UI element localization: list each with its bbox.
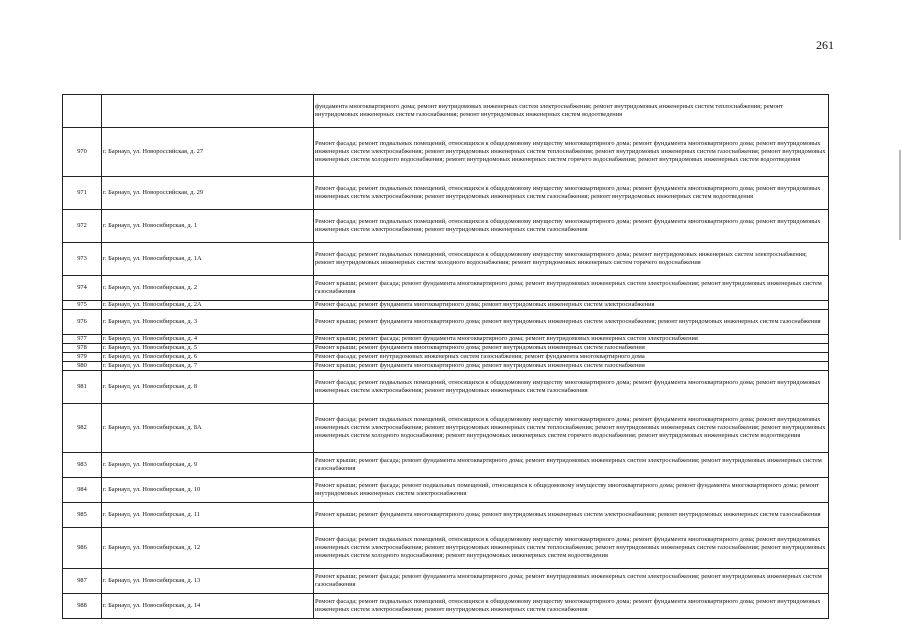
table-row	[63, 503, 829, 528]
row-works: Ремонт фасада; ремонт подвальных помещений, относящихся к общедомовому имуществу многоквартирного дома; ремонт фундамента многоквартирного дома; ремонт внутридомовых инженерных систем электроснабжения; ремонт внутридомовых инженерных систем теплоснабжения; ремонт внутридомовых инженерных систем газоснабжения; ремонт внутридомовых инженерных систем холодного водоснабжения; ремонт внутридомовых инженерных систем горячего водоснабжения; ремонт внутридомовых инженерных систем водоотведения	[314, 128, 829, 177]
row-address: г. Барнаул, ул. Новосибирская, д. 6	[102, 353, 314, 362]
row-address: г. Барнаул, ул. Новосибирская, д. 1	[102, 210, 314, 243]
row-number: 988	[63, 594, 102, 619]
table-row	[63, 404, 829, 453]
row-works: Ремонт фасада; ремонт подвальных помещений, относящихся к общедомовому имуществу многоквартирного дома; ремонт фундамента многоквартирного дома; ремонт внутридомовых инженерных систем электроснабжения; ремонт внутридомовых инженерных систем газоснабжения	[314, 371, 829, 404]
table-row	[63, 362, 829, 371]
row-address: г. Барнаул, ул. Новосибирская, д. 7	[102, 362, 314, 371]
row-works: Ремонт фасада; ремонт подвальных помещений, относящихся к общедомовому имуществу многоквартирного дома; ремонт внутридомовых инженерных систем электроснабжения; ремонт внутридомовых инженерных систем холодного водоснабжения; ремонт внутридомовых инженерных систем горячего водоснабжения	[314, 243, 829, 276]
row-address: г. Барнаул, ул. Новосибирская, д. 1А	[102, 243, 314, 276]
row-number: 977	[63, 335, 102, 344]
row-address: г. Барнаул, ул. Новосибирская, д. 2	[102, 276, 314, 301]
row-number: 986	[63, 528, 102, 569]
table-row	[63, 276, 829, 301]
row-number: 975	[63, 301, 102, 310]
table-row	[63, 335, 829, 344]
row-number: 974	[63, 276, 102, 301]
registry-table-body	[63, 95, 829, 619]
row-number: 973	[63, 243, 102, 276]
row-works: Ремонт крыши; ремонт фундамента многоквартирного дома; ремонт внутридомовых инженерных систем газоснабжения	[314, 344, 829, 353]
row-address	[102, 95, 314, 128]
row-number: 983	[63, 453, 102, 478]
row-address: г. Барнаул, ул. Новосибирская, д. 8А	[102, 404, 314, 453]
table-row	[63, 528, 829, 569]
table-row	[63, 353, 829, 362]
row-number: 985	[63, 503, 102, 528]
row-number	[63, 95, 102, 128]
row-number: 987	[63, 569, 102, 594]
table-row	[63, 243, 829, 276]
row-number: 978	[63, 344, 102, 353]
row-works: фундамента многоквартирного дома; ремонт внутридомовых инженерных систем электроснабжения; ремонт внутридомовых инженерных систем теплоснабжения; ремонт внутридомовых инженерных систем газоснабжения; ремонт внутридомовых инженерных систем водоотведения	[314, 95, 829, 128]
row-works: Ремонт крыши; ремонт фундамента многоквартирного дома; ремонт внутридомовых инженерных систем газоснабжения	[314, 362, 829, 371]
row-address: г. Барнаул, ул. Новороссийская, д. 29	[102, 177, 314, 210]
table-row	[63, 95, 829, 128]
table-row	[63, 210, 829, 243]
row-works: Ремонт фасада; ремонт подвальных помещений, относящихся к общедомовому имуществу многоквартирного дома; ремонт фундамента многоквартирного дома; ремонт внутридомовых инженерных систем электроснабжения; ремонт внутридомовых инженерных систем теплоснабжения; ремонт внутридомовых инженерных систем газоснабжения; ремонт внутридомовых инженерных систем холодного водоснабжения; ремонт внутридомовых инженерных систем водоотведения	[314, 528, 829, 569]
row-address: г. Барнаул, ул. Новосибирская, д. 11	[102, 503, 314, 528]
row-works: Ремонт фасада; ремонт подвальных помещений, относящихся к общедомовому имуществу многоквартирного дома; ремонт фундамента многоквартирного дома; ремонт внутридомовых инженерных систем электроснабжения; ремонт внутридомовых инженерных систем теплоснабжения; ремонт внутридомовых инженерных систем газоснабжения; ремонт внутридомовых инженерных систем холодного водоснабжения; ремонт внутридомовых инженерных систем горячего водоснабжения; ремонт внутридомовых инженерных систем водоотведения	[314, 404, 829, 453]
row-works: Ремонт фасада; ремонт фундамента многоквартирного дома; ремонт внутридомовых инженерных систем электроснабжения	[314, 301, 829, 310]
table-row	[63, 344, 829, 353]
row-address: г. Барнаул, ул. Новороссийская, д. 27	[102, 128, 314, 177]
row-address: г. Барнаул, ул. Новосибирская, д. 14	[102, 594, 314, 619]
row-number: 982	[63, 404, 102, 453]
row-number: 984	[63, 478, 102, 503]
table-row	[63, 453, 829, 478]
row-address: г. Барнаул, ул. Новосибирская, д. 2А	[102, 301, 314, 310]
row-works: Ремонт крыши; ремонт фасада; ремонт фундамента многоквартирного дома; ремонт внутридомовых инженерных систем электроснабжения; ремонт внутридомовых инженерных систем газоснабжения	[314, 453, 829, 478]
row-works: Ремонт крыши; ремонт фундамента многоквартирного дома; ремонт внутридомовых инженерных систем электроснабжения; ремонт внутридомовых инженерных систем газоснабжения	[314, 310, 829, 335]
row-number: 980	[63, 362, 102, 371]
row-works: Ремонт фасада; ремонт подвальных помещений, относящихся к общедомовому имуществу многоквартирного дома; ремонт фундамента многоквартирного дома; ремонт внутридомовых инженерных систем электроснабжения; ремонт внутридомовых инженерных систем газоснабжения	[314, 210, 829, 243]
table-row	[63, 594, 829, 619]
row-number: 971	[63, 177, 102, 210]
table-row	[63, 128, 829, 177]
row-address: г. Барнаул, ул. Новосибирская, д. 4	[102, 335, 314, 344]
table-row	[63, 371, 829, 404]
row-address: г. Барнаул, ул. Новосибирская, д. 3	[102, 310, 314, 335]
row-address: г. Барнаул, ул. Новосибирская, д. 12	[102, 528, 314, 569]
row-address: г. Барнаул, ул. Новосибирская, д. 5	[102, 344, 314, 353]
row-works: Ремонт крыши; ремонт фасада; ремонт фундамента многоквартирного дома; ремонт внутридомовых инженерных систем электроснабжения	[314, 335, 829, 344]
row-number: 970	[63, 128, 102, 177]
row-works: Ремонт фасада; ремонт подвальных помещений, относящихся к общедомовому имуществу многоквартирного дома; ремонт фундамента многоквартирного дома; ремонт внутридомовых инженерных систем электроснабжения; ремонт внутридомовых инженерных систем газоснабжения	[314, 594, 829, 619]
table-row	[63, 478, 829, 503]
table-row	[63, 310, 829, 335]
row-number: 976	[63, 310, 102, 335]
registry-table	[62, 94, 829, 619]
row-address: г. Барнаул, ул. Новосибирская, д. 13	[102, 569, 314, 594]
row-number: 972	[63, 210, 102, 243]
table-row	[63, 177, 829, 210]
row-works: Ремонт крыши; ремонт фасада; ремонт фундамента многоквартирного дома; ремонт внутридомовых инженерных систем электроснабжения; ремонт внутридомовых инженерных систем газоснабжения	[314, 569, 829, 594]
row-works: Ремонт крыши; ремонт фасада; ремонт фундамента многоквартирного дома; ремонт внутридомовых инженерных систем электроснабжения; ремонт внутридомовых инженерных систем газоснабжения	[314, 276, 829, 301]
row-address: г. Барнаул, ул. Новосибирская, д. 9	[102, 453, 314, 478]
row-address: г. Барнаул, ул. Новосибирская, д. 8	[102, 371, 314, 404]
row-works: Ремонт крыши; ремонт фасада; ремонт подвальных помещений, относящихся к общедомовому имуществу многоквартирного дома; ремонт фундамента многоквартирного дома; ремонт внутридомовых инженерных систем электроснабжения	[314, 478, 829, 503]
row-number: 981	[63, 371, 102, 404]
row-works: Ремонт фасада; ремонт подвальных помещений, относящихся к общедомовому имуществу многоквартирного дома; ремонт фундамента многоквартирного дома; ремонт внутридомовых инженерных систем электроснабжения; ремонт внутридомовых инженерных систем газоснабжения; ремонт внутридомовых инженерных систем водоотведения	[314, 177, 829, 210]
page-number: 261	[816, 38, 834, 52]
table-row	[63, 301, 829, 310]
row-number: 979	[63, 353, 102, 362]
row-address: г. Барнаул, ул. Новосибирская, д. 10	[102, 478, 314, 503]
table-row	[63, 569, 829, 594]
row-works: Ремонт фасада; ремонт внутридомовых инженерных систем газоснабжения; ремонт фундамента многоквартирного дома	[314, 353, 829, 362]
row-works: Ремонт крыши; ремонт фундамента многоквартирного дома; ремонт внутридомовых инженерных систем электроснабжения; ремонт внутридомовых инженерных систем газоснабжения	[314, 503, 829, 528]
